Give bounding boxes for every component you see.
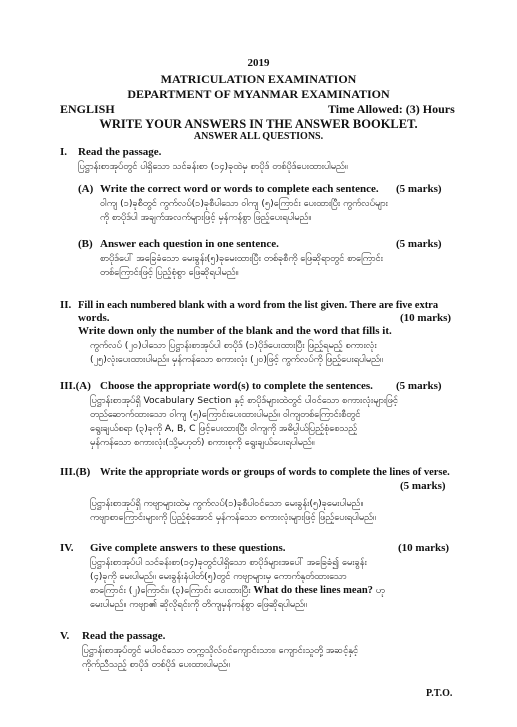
q3a-description-4: မှန်ကန်သော စကားလုံး(သို့မဟုတ်) စကားစုကို ရွေးချယ်ပေးရပါမည်။ [90,437,315,448]
q4-marks: (10 marks) [398,542,450,554]
q2-title-1: Fill in each numbered blank with a word from the list given. There are five extra [78,300,439,311]
q1b-description-2: တစ်ကြောင်းဖြင့် ပြည့်စုံစွာ ဖြေဆိုရပါမည်။ [100,267,239,278]
q3b-number: III.(B) [60,466,91,478]
q1a-title: Write the correct word or words to complete each sentence. [100,183,379,195]
q1b-label: (B) [78,238,93,250]
q2-description-2: (၂၅)လုံးပေးထားပါမည်။ မှန်ကန်သော စကားလုံး (၂၀)ဖြင့် ကွက်လပ်ကို ဖြည့်ပေးရပါမည်။ [90,354,383,365]
answer-booklet-instruction: WRITE YOUR ANSWERS IN THE ANSWER BOOKLET. [99,117,418,131]
q4-description-2: (၄)ခုကို မေးပါမည်။ မေးခွန်းနံပါတ်(၅)တွင် ကဗျာများမှ ကောက်နုတ်ထားသော [90,571,347,582]
q3a-description-2: တည်ဆောက်ထားသော ဝါကျ (၅)ကြောင်းပေးထားပါမည်။ ဝါကျတစ်ကြောင်းစီတွင် [90,409,361,420]
q1-number: I. [60,146,68,158]
q3a-marks: (5 marks) [396,380,442,392]
q1-title: Read the passage. [78,146,162,158]
q3b-description-1: ပြဋ္ဌာန်းစာအုပ်ရှိ ကဗျာများထဲမှ ကွက်လပ်(၁)ခုစီပါဝင်သော မေးခွန်း(၅)ခုမေးပါမည်။ [90,498,364,509]
exam-year: 2019 [247,57,270,69]
q2-title-3: Write down only the number of the blank and the word that fills it. [78,325,392,337]
q3a-number: III.(A) [60,380,91,392]
exam-title: MATRICULATION EXAMINATION [160,72,357,86]
q1a-label: (A) [78,183,94,195]
q1a-description-2: ကို စာပိုဒ်ပါ အချက်အလက်များဖြင့် မှန်ကန်စွာ ဖြည့်ပေးရပါမည်။ [100,212,312,223]
q3a-title: Choose the appropriate word(s) to complete the sentences. [100,380,373,392]
q1-description: ပြဋ္ဌာန်းစာအုပ်တွင် ပါရှိသော သင်ခန်းစာ (၁၄)ခုထဲမှ စာပိုဒ် တစ်ပိုဒ်ပေးထားပါမည်။ [78,161,348,172]
subject-label: ENGLISH [60,102,115,116]
time-allowed: Time Allowed: (3) Hours [328,102,455,116]
q4-number: IV. [60,542,74,554]
q2-description-1: ကွက်လပ် (၂၀)ပါသော ပြဋ္ဌာန်းစာအုပ်ပါ စာပိုဒ် (၁)ပိုဒ်ပေးထားပြီး ဖြည့်ရမည့် စကားလုံး [90,340,377,351]
q4-description-4: မေးပါမည်။ ကဗျာ၏ ဆိုလိုရင်းကို တိကျမှန်ကန်စွာ ဖြေဆိုရပါမည်။ [90,599,307,610]
q3a-description-1: ပြဋ္ဌာန်းစာအုပ်ရှိ Vocabulary Section နှင့် စာပိုဒ်များထဲတွင် ပါဝင်သော စကားလုံးများဖြင့် [90,395,398,406]
q3a-description-3: ရွေးချယ်စရာ (၃)ခုကို A, B, C ဖြင့်ပေးထားပြီး ဝါကျကို အဓိပ္ပါယ်ပြည့်စုံစေသည့် [90,423,358,434]
q5-description-1: ပြဋ္ဌာန်းစာအုပ်တွင် မပါဝင်သော တက္ကသိုလ်ဝင်ကျောင်းသား၊ ကျောင်းသူတို့ အဆင့်နှင့် [82,645,359,656]
q1b-title: Answer each question in one sentence. [100,238,279,250]
q2-marks: (10 marks) [400,312,452,324]
q2-title-2: words. [78,312,110,324]
q4-description-3-end: ဟု [375,585,385,596]
answer-all-instruction: ANSWER ALL QUESTIONS. [193,131,324,142]
q5-number: V. [60,630,70,642]
q4-title: Give complete answers to these questions. [90,542,286,554]
q3b-description-2: ကဗျာစာကြောင်းများကို ပြည့်စုံအောင် မှန်ကန်သော စကားလုံးများဖြင့် ဖြည့်ပေးရပါမည်။ [90,512,376,523]
q1b-description-1: စာပိုဒ်ပေါ် အခြေခံသော မေးခွန်း(၅)ခုမေးထားပြီး တစ်ခုစီကို ဖြေဆိုရာတွင် စာကြောင်း [100,253,383,264]
q4-question-quote: What do these lines mean? [253,585,373,596]
q5-description-2: ကိုက်ညီသည့် စာပိုဒ် တစ်ပိုဒ် ပေးထားပါမည်။ [82,659,230,670]
q1a-marks: (5 marks) [396,183,442,195]
q3b-marks: (5 marks) [400,480,446,492]
q4-description-3-my: စာကြောင်း (၂)ကြောင်း၊ (၃)ကြောင်း ပေးထားပြီး [90,585,251,596]
q1b-marks: (5 marks) [396,238,442,250]
q4-description-1: ပြဋ္ဌာန်းစာအုပ်ပါ သင်ခန်းစာ(၁၄)ခုတွင်ပါရှိသော စာပိုဒ်များအပေါ် အခြေခံ၍ မေးခွန်း [90,557,367,568]
q5-title: Read the passage. [82,630,166,642]
department-title: DEPARTMENT OF MYANMAR EXAMINATION [127,87,390,101]
please-turn-over: P.T.O. [426,688,453,699]
q2-number: II. [60,299,72,311]
q3b-title: Write the appropriate words or groups of words to complete the lines of verse. [100,467,450,478]
q4-description-3 [90,584,385,597]
q1a-description-1: ဝါကျ (၁)ခုစီတွင် ကွက်လပ်(၁)ခုစီပါသော ဝါကျ (၅)ကြောင်း ပေးထားပြီး ကွက်လပ်များ [100,198,388,209]
